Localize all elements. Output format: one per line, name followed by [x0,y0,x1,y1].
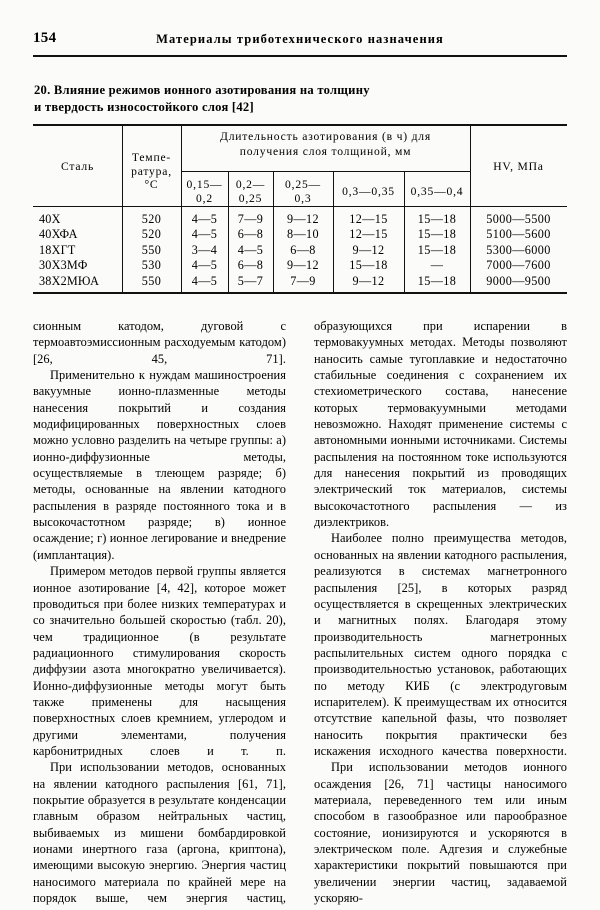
table-span-rule [181,171,470,172]
paragraph: При использовании методов, основанных на явлении катодного распыления [61, 71], покрытие образуется в результате конденсации главным образом нейтральных частиц, выбиваемых из мишени бомбардировкой ионами инертного газа (аргона, криптона), имеющими высокую энергию. Энергия частиц наносимого материала по крайней мере на порядок выше, чем энергия частиц, [33,760,286,906]
cell-steel: 30Х3МФ [39,258,88,273]
header-thickness-5: 0,35—0,4 [410,185,464,198]
paragraph: Применительно к нуждам машиностроения вакуумные ионно-плазменные методы нанесения покрытий и создания модифицированных поверхностных слоев можно условно разделить на четыре группы: а) ионно-диффузионные методы, осуществляемые в тлеющем разряде; б) методы, основанные на явлении катодного распыления в разряде постоянного тока и в высокочастотном разряде; в) ионное осаждение; г) ионное легирование и внедрение (имплантация). [33,368,286,562]
cell-duration-3: 9—12 [286,212,320,226]
cell-duration-5: 15—18 [417,242,457,257]
header-thickness-1-line-1: 0,15— [186,178,223,191]
cell-temperature: 550 [141,242,162,257]
cell-temperature: 550 [141,273,162,288]
cell-duration-1: 4—5 [191,273,218,288]
cell-duration-4: 12—15 [349,227,388,242]
cell-duration-1: 4—5 [191,258,218,273]
cell-hv: 5000—5500 [486,212,551,226]
cell-duration-3: 6—8 [290,242,316,257]
table-row [33,212,567,227]
table-bottom-rule [33,292,567,294]
cell-duration-1: 3—4 [191,242,218,257]
cell-duration-2: 7—9 [237,212,264,226]
table-row [33,274,567,289]
cell-steel: 40ХФА [39,227,78,242]
cell-steel: 18ХГТ [39,242,76,257]
table-row [33,227,567,242]
paragraph: сионным катодом, дуговой с термоавтоэмиссионным расходуемым катодом) [26, 45, 71]. [33,319,286,366]
header-temperature-line-3: °C [144,178,159,191]
cell-duration-1: 4—5 [191,212,218,226]
page-number: 154 [33,30,57,46]
running-title: Материалы триботехнического назначения [156,32,444,46]
header-thickness-3-line-1: 0,25— [285,178,321,191]
header-temperature [122,151,181,192]
cell-duration-2: 6—8 [237,227,264,242]
cell-duration-3: 9—12 [286,258,320,273]
cell-steel: 38Х2МЮА [39,273,100,288]
paragraph: Примером методов первой группы является ионное азотирование [4, 42], которое может проводиться при более низких температурах и со значительно большей скоростью (табл. 20), чем традиционное (в результате радиационного стимулирования скорость диффузии азота многократно увеличивается). Ионно-диффузионные методы могут быть также применены для насыщения поверхностных слоев кремнием, углеродом и другими элементами, получения карбонитридных слоев и т. п. [33,564,286,758]
text-column-left [33,318,286,906]
table-caption [34,82,534,116]
paragraph: образующихся при испарении в термовакуумных методах. Методы позволяют наносить самые тугоплавкие и недостаточно стабильные соединения с сохранением их стехиометрического состава, нанесение которых термовакуумными методами невозможно. Находят применение системы с автономными ионными источниками. Системы распыления на постоянном токе используются для нанесения покрытий из проводящих электрический ток материалов, системы высокочастотного распыления — из диэлектриков. [314,319,567,530]
cell-hv: 5300—6000 [486,242,551,257]
cell-duration-2: 5—7 [237,273,264,288]
cell-duration-5: — [430,258,444,273]
table-top-rule [33,124,567,126]
header-thickness-2-line-1: 0,2— [235,178,266,191]
cell-duration-5: 15—18 [417,273,457,288]
header-temperature-line-1: Темпе- [131,151,172,164]
header-thickness-2-line-2: 0,25 [238,191,263,205]
header-thickness-3-line-2: 0,3 [294,191,312,205]
header-thickness-2 [228,178,273,205]
data-table [33,124,567,294]
cell-hv: 5100—5600 [486,227,551,242]
table-caption-line-2: и твердость износостойкого слоя [42] [34,100,254,114]
header-steel: Сталь [60,160,95,173]
cell-hv: 7000—7600 [486,258,551,273]
header-duration-line-2: получения слоя толщиной, мм [239,144,412,158]
cell-duration-2: 4—5 [237,242,264,257]
table-header-rule [33,206,567,207]
cell-duration-4: 12—15 [349,212,388,226]
cell-hv: 9000—9500 [486,273,551,288]
header-rule [33,55,567,57]
header-thickness-1 [181,178,228,205]
running-head [33,30,567,50]
table-row [33,243,567,258]
header-temperature-line-2: ратура, [131,164,172,178]
paragraph: Наиболее полно преимущества методов, основанных на явлении катодного распыления, реализуются в системах магнетронного распыления [25], в которых разряд осуществляется в скрещенных электрических и магнитных полях. Благодаря этому производительность магнетронных распылительных систем одного порядка с производительностью установок, работающих по методу КИБ (с электродуговым испарителем). К преимуществам их относится отсутствие капельной фазы, что позволяет наносить покрытия практически без искажения исходного качества поверхности. [314,531,567,758]
cell-duration-4: 9—12 [352,242,385,257]
cell-duration-3: 7—9 [290,273,316,288]
cell-duration-1: 4—5 [191,227,218,242]
cell-duration-5: 15—18 [417,227,457,242]
body-text [33,318,567,906]
cell-temperature: 520 [141,227,162,242]
cell-duration-4: 15—18 [349,258,388,273]
table-body [33,212,567,289]
header-hv: HV, МПа [493,160,544,173]
cell-steel: 40Х [39,212,61,226]
table-caption-line-1: 20. Влияние режимов ионного азотирования на толщину [34,83,370,97]
cell-temperature: 520 [141,212,162,226]
cell-duration-5: 15—18 [417,212,457,226]
header-thickness-3 [273,178,333,205]
header-duration-span [181,130,470,159]
cell-duration-3: 8—10 [286,227,320,242]
cell-duration-4: 9—12 [352,273,385,288]
cell-duration-2: 6—8 [237,258,264,273]
text-column-right [314,318,567,906]
paragraph: При использовании методов ионного осаждения [26, 71] частицы наносимого материала, переведенного тем или иным способом в газообразное или парообразное состояние, ионизируются и ускоряются в электрическом поле. Адгезия и служебные характеристики покрытий повышаются при увеличении энергии частиц, задаваемой ускоряю- [314,760,567,906]
cell-temperature: 530 [141,258,162,273]
table-row [33,258,567,273]
header-duration-line-1: Длительность азотирования (в ч) для [220,130,431,143]
header-thickness-4: 0,3—0,35 [342,185,395,198]
header-thickness-1-line-2: 0,2 [196,191,213,205]
